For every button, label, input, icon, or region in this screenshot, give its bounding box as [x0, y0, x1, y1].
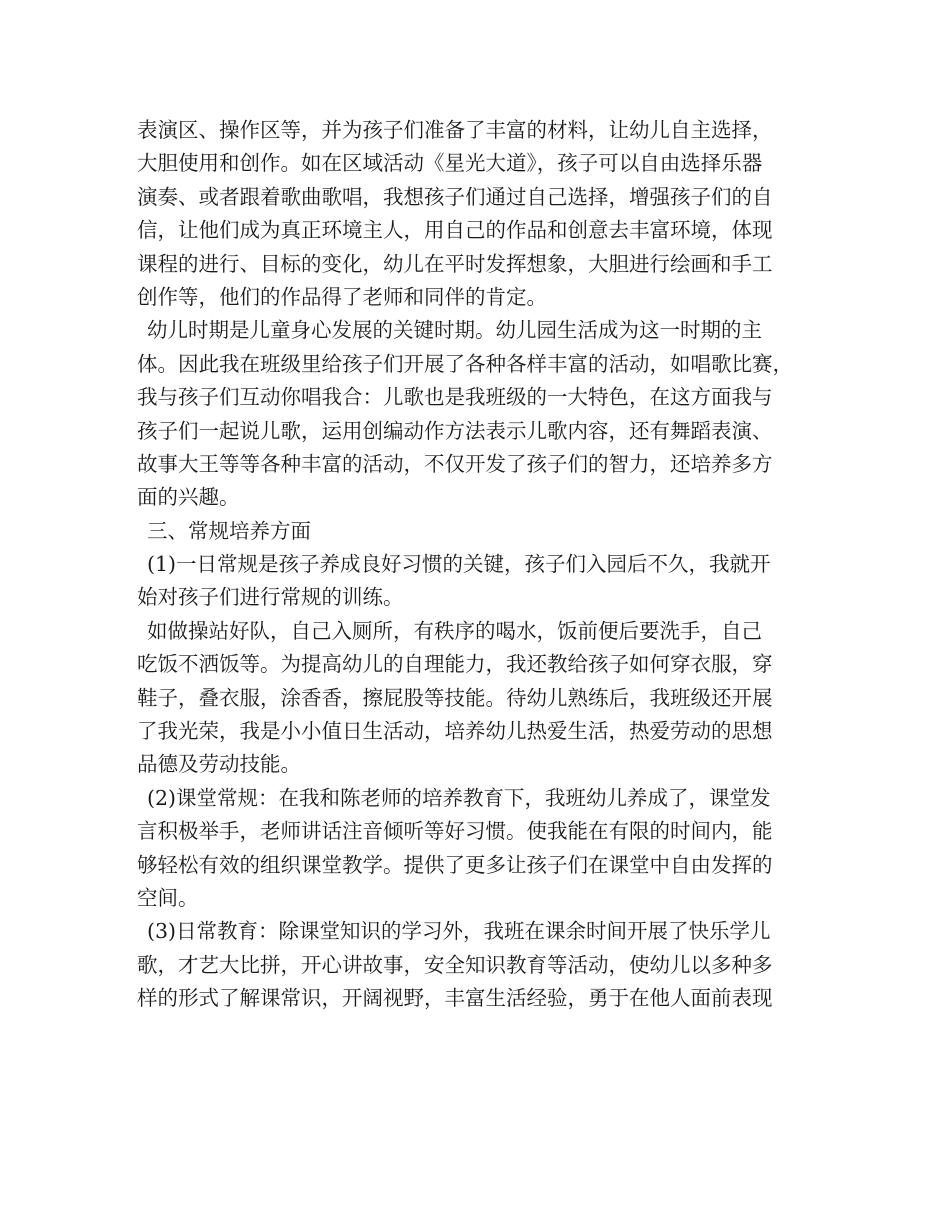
- text-line: 够轻松有效的组织课堂教学。提供了更多让孩子们在课堂中自由发挥的: [137, 852, 773, 877]
- text-line: 品德及劳动技能。: [137, 752, 301, 777]
- text-line: 我与孩子们互动你唱我合：儿歌也是我班级的一大特色，在这方面我与: [137, 385, 773, 410]
- paragraph-start-line: 幼儿时期是儿童身心发展的关键时期。幼儿园生活成为这一时期的主: [147, 318, 762, 343]
- text-line: 信，让他们成为真正环境主人，用自己的作品和创意去丰富环境，体现: [137, 218, 773, 243]
- text-line: 空间。: [137, 885, 199, 910]
- text-line: 孩子们一起说儿歌，运用创编动作方法表示儿歌内容，还有舞蹈表演、: [137, 418, 773, 443]
- paragraph-start-line: (2)课堂常规：在我和陈老师的培养教育下，我班幼儿养成了，课堂发: [147, 785, 771, 810]
- text-line: 面的兴趣。: [137, 485, 240, 510]
- document-body: [137, 114, 817, 1016]
- text-line: 言积极举手，老师讲话注音倾听等好习惯。使我能在有限的时间内，能: [137, 819, 773, 844]
- text-line: 创作等，他们的作品得了老师和同伴的肯定。: [137, 284, 547, 309]
- text-line: 体。因此我在班级里给孩子们开展了各种各样丰富的活动，如唱歌比赛，: [137, 351, 793, 376]
- text-line: 演奏、或者跟着歌曲歌唱，我想孩子们通过自己选择，增强孩子们的自: [137, 184, 773, 209]
- text-line: 表演区、操作区等，并为孩子们准备了丰富的材料，让幼儿自主选择，: [137, 118, 773, 142]
- text-line: 歌，才艺大比拼，开心讲故事，安全知识教育等活动，使幼儿以多种多: [137, 952, 773, 977]
- text-line: 吃饭不洒饭等。为提高幼儿的自理能力，我还教给孩子如何穿衣服，穿: [137, 652, 773, 677]
- paragraph-start-line: (1)一日常规是孩子养成良好习惯的关键，孩子们入园后不久，我就开: [147, 552, 771, 577]
- text-line: 课程的进行、目标的变化，幼儿在平时发挥想象，大胆进行绘画和手工: [137, 251, 773, 276]
- paragraph-start-line: 如做操站好队，自己入厕所，有秩序的喝水，饭前便后要洗手，自己: [147, 618, 762, 643]
- section-heading: 三、常规培养方面: [147, 518, 311, 543]
- text-line: 了我光荣，我是小小值日生活动，培养幼儿热爱生活，热爱劳动的思想: [137, 719, 773, 744]
- text-line: 始对孩子们进行常规的训练。: [137, 585, 404, 610]
- text-line: 样的形式了解课常识，开阔视野，丰富生活经验，勇于在他人面前表现: [137, 986, 773, 1011]
- text-line: 大胆使用和创作。如在区域活动《星光大道》，孩子可以自由选择乐器: [137, 151, 763, 176]
- text-line: 故事大王等等各种丰富的活动，不仅开发了孩子们的智力，还培养多方: [137, 451, 773, 476]
- paragraph-start-line: (3)日常教育：除课堂知识的学习外，我班在课余时间开展了快乐学儿: [147, 919, 771, 944]
- text-line: 鞋子，叠衣服，涂香香，擦屁股等技能。待幼儿熟练后，我班级还开展: [137, 685, 773, 710]
